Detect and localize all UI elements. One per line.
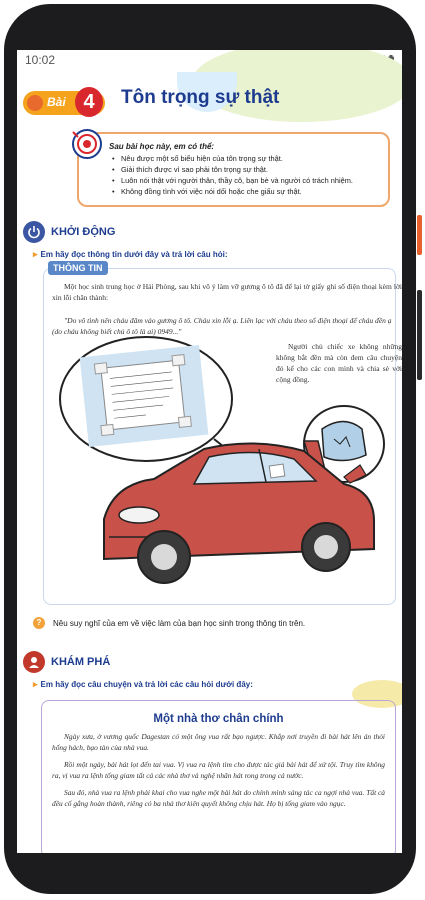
question-row — [33, 617, 402, 629]
story-paragraph: Rồi một ngày, bài hát lọt đến tai vua. Vị vua ra lệnh tìm cho được tác giả bài hát để xử tội. Truy tìm không ra, vị vua ra lệnh tống giam tất cả các nhà thơ và nghệ nhân hát rong trong cả nước. — [52, 760, 385, 780]
status-time: 10:02 — [25, 53, 56, 67]
story-box — [41, 700, 396, 853]
objective-item: • Không đồng tình với việc nói dối hoặc che giấu sự thật. — [121, 186, 380, 197]
car-illustration — [44, 269, 402, 604]
info-box — [43, 263, 402, 605]
question-icon: ? — [33, 617, 45, 629]
info-quote: "Do vô tình nên cháu đâm vào gương ô tô. Cháu xin lỗi ạ. Liên lạc với cháu theo số điện thoại để cháu đền ạ (do cháu không biết chủ ô tô là ai) 0949..." — [52, 316, 392, 336]
instruction: ▸ Em hãy đọc câu chuyện và trả lời các câu hỏi dưới đây: — [33, 679, 253, 689]
objectives-box — [77, 132, 390, 207]
section-kham-pha — [23, 651, 402, 673]
story-title: Một nhà thơ chân chính — [153, 713, 284, 725]
info-tag: THÔNG TIN — [48, 261, 108, 275]
story-paragraph: Ngày xưa, ở vương quốc Dagestan có một ông vua rất bạo ngược. Khắp nơi truyền đi bài hát lên án thói hống hách, bạo tàn của nhà vua. — [52, 732, 385, 752]
volume-button[interactable] — [417, 290, 422, 380]
story-paragraph: Sau đó, nhà vua ra lệnh phải khai cho vua nghe một bài hát do chính mình sáng tác ca ngợi nhà vua. Tất cả đều cố gắng hoàn thành, riêng có ba nhà thơ kiên quyết không chịu hát. Họ bị tống giam vào ngục. — [52, 788, 385, 808]
objective-item: • Luôn nói thật với người thân, thầy cô, bạn bè và người có trách nhiệm. — [121, 175, 380, 186]
power-button[interactable] — [417, 215, 422, 255]
section-khoi-dong — [23, 221, 402, 243]
objective-item: • Giải thích được vì sao phải tôn trọng sự thật. — [121, 164, 380, 175]
explore-icon — [23, 651, 45, 673]
lesson-number: 4 — [75, 87, 103, 117]
question-text: Nêu suy nghĩ của em về việc làm của bạn học sinh trong thông tin trên. — [53, 618, 306, 628]
arrow-icon: ▸ — [33, 249, 38, 259]
section-title: KHÁM PHÁ — [51, 656, 111, 668]
lesson-header — [17, 82, 402, 122]
lesson-title: Tôn trọng sự thật — [121, 87, 280, 108]
section-title: KHỞI ĐỘNG — [51, 226, 116, 238]
lesson-badge — [23, 91, 105, 115]
power-icon — [23, 221, 45, 243]
screen — [17, 50, 402, 853]
objectives-title: Sau bài học này, em có thể: — [109, 142, 215, 151]
objectives-list — [109, 153, 380, 197]
instruction: ▸ Em hãy đọc thông tin dưới đây và trả lời câu hỏi: — [33, 249, 228, 259]
objective-item: • Nêu được một số biểu hiện của tôn trọng sự thật. — [121, 153, 380, 164]
lesson-label: Bài — [47, 95, 66, 109]
info-paragraph: Một học sinh trung học ở Hải Phòng, sau khi vô ý làm vỡ gương ô tô đã để lại tờ giấy ghi số điện thoại kèm lời xin lỗi chân thành: — [52, 282, 402, 302]
arrow-icon: ▸ — [33, 679, 38, 689]
info-paragraph: Người chủ chiếc xe không những không bắt đền mà còn đem câu chuyện đó kể cho các con mình và chia sẻ với cộng đồng. — [276, 342, 402, 384]
book-page[interactable] — [17, 82, 402, 853]
target-icon — [71, 128, 103, 160]
